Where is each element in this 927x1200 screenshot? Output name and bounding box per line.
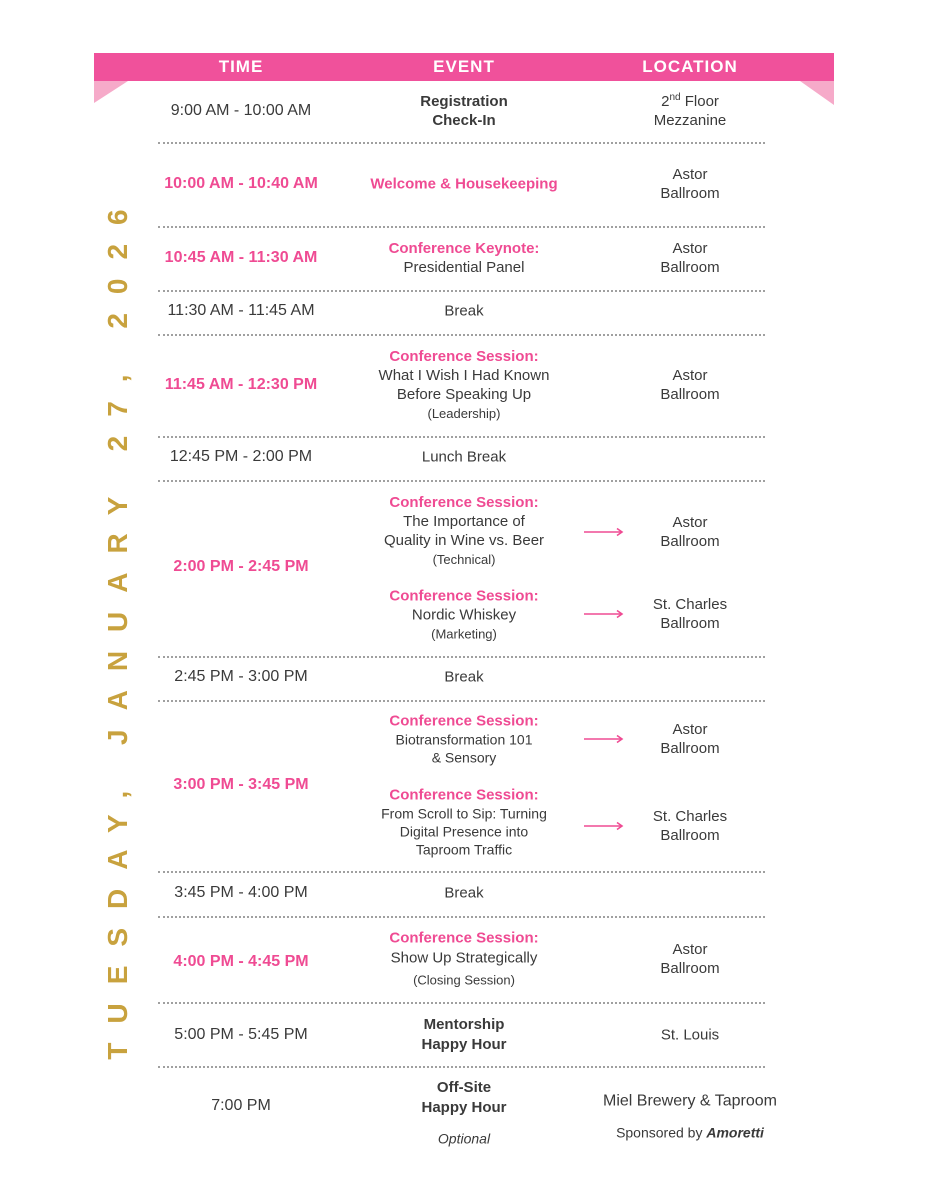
row-9-time: 3:45 PM - 4:00 PM xyxy=(174,884,308,901)
row-3-time: 11:30 AM - 11:45 AM xyxy=(167,302,315,319)
row-12-event: Off-Site Happy Hour xyxy=(421,1079,507,1116)
row-4-event: Conference Session: What I Wish I Had Known Before Speaking Up (Leadership) xyxy=(355,347,573,423)
row-12-location: Miel Brewery & Taproom xyxy=(603,1092,777,1110)
row-11-event: Mentorship Happy Hour xyxy=(421,1016,507,1053)
row-separator xyxy=(158,142,765,144)
row-1-event xyxy=(355,175,573,194)
row-1-time: 10:00 AM - 10:40 AM xyxy=(164,175,318,192)
row-separator xyxy=(158,480,765,482)
row-7-event: Break xyxy=(444,668,484,686)
vertical-date: TUESDAY, JANUARY 27, 2026 xyxy=(102,190,133,1060)
row-10-time: 4:00 PM - 4:45 PM xyxy=(173,953,309,970)
row-2-event-name: Presidential Panel xyxy=(403,259,525,276)
row-6b-location: St. Charles Ballroom xyxy=(652,596,728,632)
row-separator xyxy=(158,656,765,658)
row-6a-location: Astor Ballroom xyxy=(660,514,720,550)
row-11-location: St. Louis xyxy=(660,1026,720,1044)
row-0-loc-line2: Mezzanine xyxy=(653,112,727,129)
row-10-event: Conference Session: Show Up Strategically (Closing Session) xyxy=(389,929,539,988)
row-0-event-line1: Registration xyxy=(420,93,508,110)
row-4-event-title: Conference Session: xyxy=(389,348,539,365)
row-11-time: 5:00 PM - 5:45 PM xyxy=(174,1026,308,1043)
row-0-location xyxy=(600,92,780,130)
row-10-location: Astor Ballroom xyxy=(660,941,720,977)
row-8b-location: St. Charles Ballroom xyxy=(652,808,728,844)
row-8-time: 3:00 PM - 3:45 PM xyxy=(173,776,309,793)
row-1-event-title: Welcome & Housekeeping xyxy=(370,175,558,193)
row-4-location: Astor Ballroom xyxy=(660,367,720,403)
row-separator xyxy=(158,871,765,873)
row-0-event xyxy=(355,92,573,130)
row-12-time: 7:00 PM xyxy=(211,1097,271,1114)
row-4-time: 11:45 AM - 12:30 PM xyxy=(164,376,318,393)
row-6a-event: Conference Session: The Importance of Quality in Wine vs. Beer (Technical) xyxy=(383,494,545,567)
row-12-note: Optional xyxy=(437,1130,491,1147)
banner-fold-right xyxy=(800,81,834,105)
sponsor-name: Amoretti xyxy=(706,1124,764,1141)
row-separator xyxy=(158,700,765,702)
row-3-event: Break xyxy=(444,302,484,320)
row-4-track: (Leadership) xyxy=(427,406,501,421)
row-2-time: 10:45 AM - 11:30 AM xyxy=(164,249,318,266)
row-1-location: Astor Ballroom xyxy=(660,166,720,202)
row-8b-event: Conference Session: From Scroll to Sip: Turning Digital Presence into Taproom Traffic xyxy=(381,786,547,858)
row-6b-event: Conference Session: Nordic Whiskey (Marketing) xyxy=(389,587,539,642)
row-separator xyxy=(158,290,765,292)
sponsor-line: Sponsored by Amoretti xyxy=(616,1124,764,1141)
row-2-event xyxy=(355,239,573,277)
header-location: LOCATION xyxy=(642,57,738,76)
row-2-location: Astor Ballroom xyxy=(660,240,720,276)
row-5-event: Lunch Break xyxy=(421,448,507,466)
row-separator xyxy=(158,226,765,228)
row-separator xyxy=(158,436,765,438)
row-separator xyxy=(158,1066,765,1068)
row-0-time: 9:00 AM - 10:00 AM xyxy=(170,102,312,119)
row-7-time: 2:45 PM - 3:00 PM xyxy=(174,668,308,685)
row-0-event-line2: Check-In xyxy=(432,112,496,129)
row-0-loc-line1: 2nd Floor xyxy=(661,92,719,110)
row-5-time: 12:45 PM - 2:00 PM xyxy=(169,448,313,465)
row-2-event-title: Conference Keynote: xyxy=(388,240,540,257)
row-9-event: Break xyxy=(444,884,484,902)
row-6-time: 2:00 PM - 2:45 PM xyxy=(173,558,309,575)
banner-fold-left xyxy=(94,81,128,103)
row-separator xyxy=(158,1002,765,1004)
row-8a-event: Conference Session: Biotransformation 101 & Sensory xyxy=(389,712,539,766)
row-8a-location: Astor Ballroom xyxy=(660,721,720,757)
row-separator xyxy=(158,916,765,918)
header-time: TIME xyxy=(218,57,264,76)
row-separator xyxy=(158,334,765,336)
header-event: EVENT xyxy=(433,57,495,76)
